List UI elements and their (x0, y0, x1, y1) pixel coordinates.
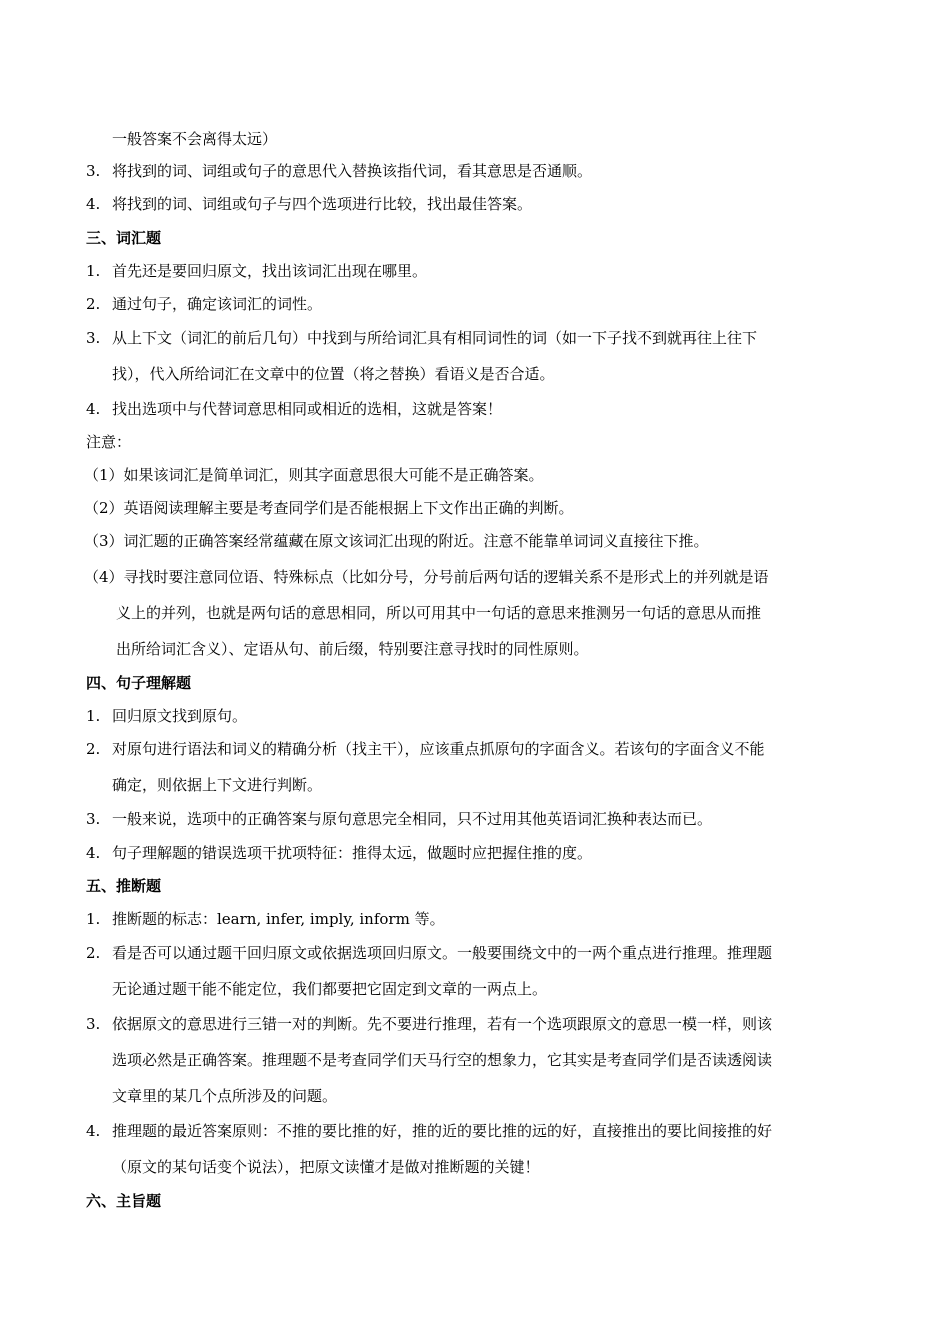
note-item: （1）如果该词汇是简单词汇，则其字面意思很大可能不是正确答案。 (84, 466, 544, 484)
list-item-continuation: （原文的某句话变个说法），把原文读懂才是做对推断题的关键！ (112, 1158, 540, 1176)
list-number: 4. (86, 844, 101, 862)
list-item-continuation: 选项必然是正确答案。推理题不是考查同学们天马行空的想象力，它其实是考查同学们是否读透阅读 (112, 1051, 773, 1069)
list-item: 将找到的词、词组或句子的意思代入替换该指代词，看其意思是否通顺。 (112, 162, 593, 180)
list-item: 一般来说，选项中的正确答案与原句意思完全相同，只不过用其他英语词汇换种表达而已。 (112, 810, 713, 828)
note-item-continuation: 出所给词汇含义）、定语从句、前后缀，特别要注意寻找时的同性原则。 (116, 640, 589, 658)
note-label: 注意： (86, 433, 132, 451)
list-number: 3. (86, 329, 101, 347)
list-item: 将找到的词、词组或句子与四个选项进行比较，找出最佳答案。 (112, 195, 533, 213)
section-heading-sentence: 四、句子理解题 (86, 674, 192, 692)
list-item-continuation: 无论通过题干能不能定位，我们都要把它固定到文章的一两点上。 (112, 980, 548, 998)
list-number: 3. (86, 810, 101, 828)
note-item: （3）词汇题的正确答案经常蕴藏在原文该词汇出现的附近。注意不能靠单词词义直接往下推。 (84, 532, 709, 550)
list-number: 2. (86, 944, 101, 962)
list-item-continuation: 找），代入所给词汇在文章中的位置（将之替换）看语义是否合适。 (112, 365, 555, 383)
list-item: 句子理解题的错误选项干扰项特征：推得太远，做题时应把握住推的度。 (112, 844, 593, 862)
list-item: 推理题的最近答案原则：不推的要比推的好，推的近的要比推的远的好，直接推出的要比间接推的好 (112, 1122, 773, 1140)
section-heading-main-idea: 六、主旨题 (86, 1192, 162, 1210)
list-item: 看是否可以通过题干回归原文或依据选项回归原文。一般要围绕文中的一两个重点进行推理。推理题 (112, 944, 773, 962)
list-number: 3. (86, 1015, 101, 1033)
list-item: 通过句子，确定该词汇的词性。 (112, 295, 323, 313)
list-item: 依据原文的意思进行三错一对的判断。先不要进行推理，若有一个选项跟原文的意思一模一样，则该 (112, 1015, 773, 1033)
list-item: 推断题的标志：learn, infer, imply, inform 等。 (112, 910, 445, 928)
list-number: 4. (86, 400, 101, 418)
list-item: 首先还是要回归原文，找出该词汇出现在哪里。 (112, 262, 428, 280)
list-item: 从上下文（词汇的前后几句）中找到与所给词汇具有相同词性的词（如一下子找不到就再往上往下 (112, 329, 758, 347)
list-item: 找出选项中与代替词意思相同或相近的选相，这就是答案！ (112, 400, 503, 418)
note-item: （2）英语阅读理解主要是考查同学们是否能根据上下文作出正确的判断。 (84, 499, 574, 517)
list-number: 1. (86, 262, 101, 280)
list-item-continuation: 确定，则依据上下文进行判断。 (112, 776, 323, 794)
list-item: 对原句进行语法和词义的精确分析（找主干），应该重点抓原句的字面含义。若该句的字面含义不能 (112, 740, 765, 758)
list-item: 回归原文找到原句。 (112, 707, 248, 725)
list-number: 4. (86, 195, 101, 213)
note-item-continuation: 义上的并列，也就是两句话的意思相同，所以可用其中一句话的意思来推测另一句话的意思从而推 (116, 604, 762, 622)
section-heading-vocabulary: 三、词汇题 (86, 229, 162, 247)
section-heading-inference: 五、推断题 (86, 877, 162, 895)
list-number: 3. (86, 162, 101, 180)
list-number: 1. (86, 910, 101, 928)
list-number: 2. (86, 295, 101, 313)
note-item: （4）寻找时要注意同位语、特殊标点（比如分号，分号前后两句话的逻辑关系不是形式上的并列就是语 (84, 568, 769, 586)
list-number: 4. (86, 1122, 101, 1140)
list-number: 1. (86, 707, 101, 725)
list-number: 2. (86, 740, 101, 758)
list-item-continuation: 文章里的某几个点所涉及的问题。 (112, 1087, 338, 1105)
text-line: 一般答案不会离得太远） (112, 130, 278, 148)
